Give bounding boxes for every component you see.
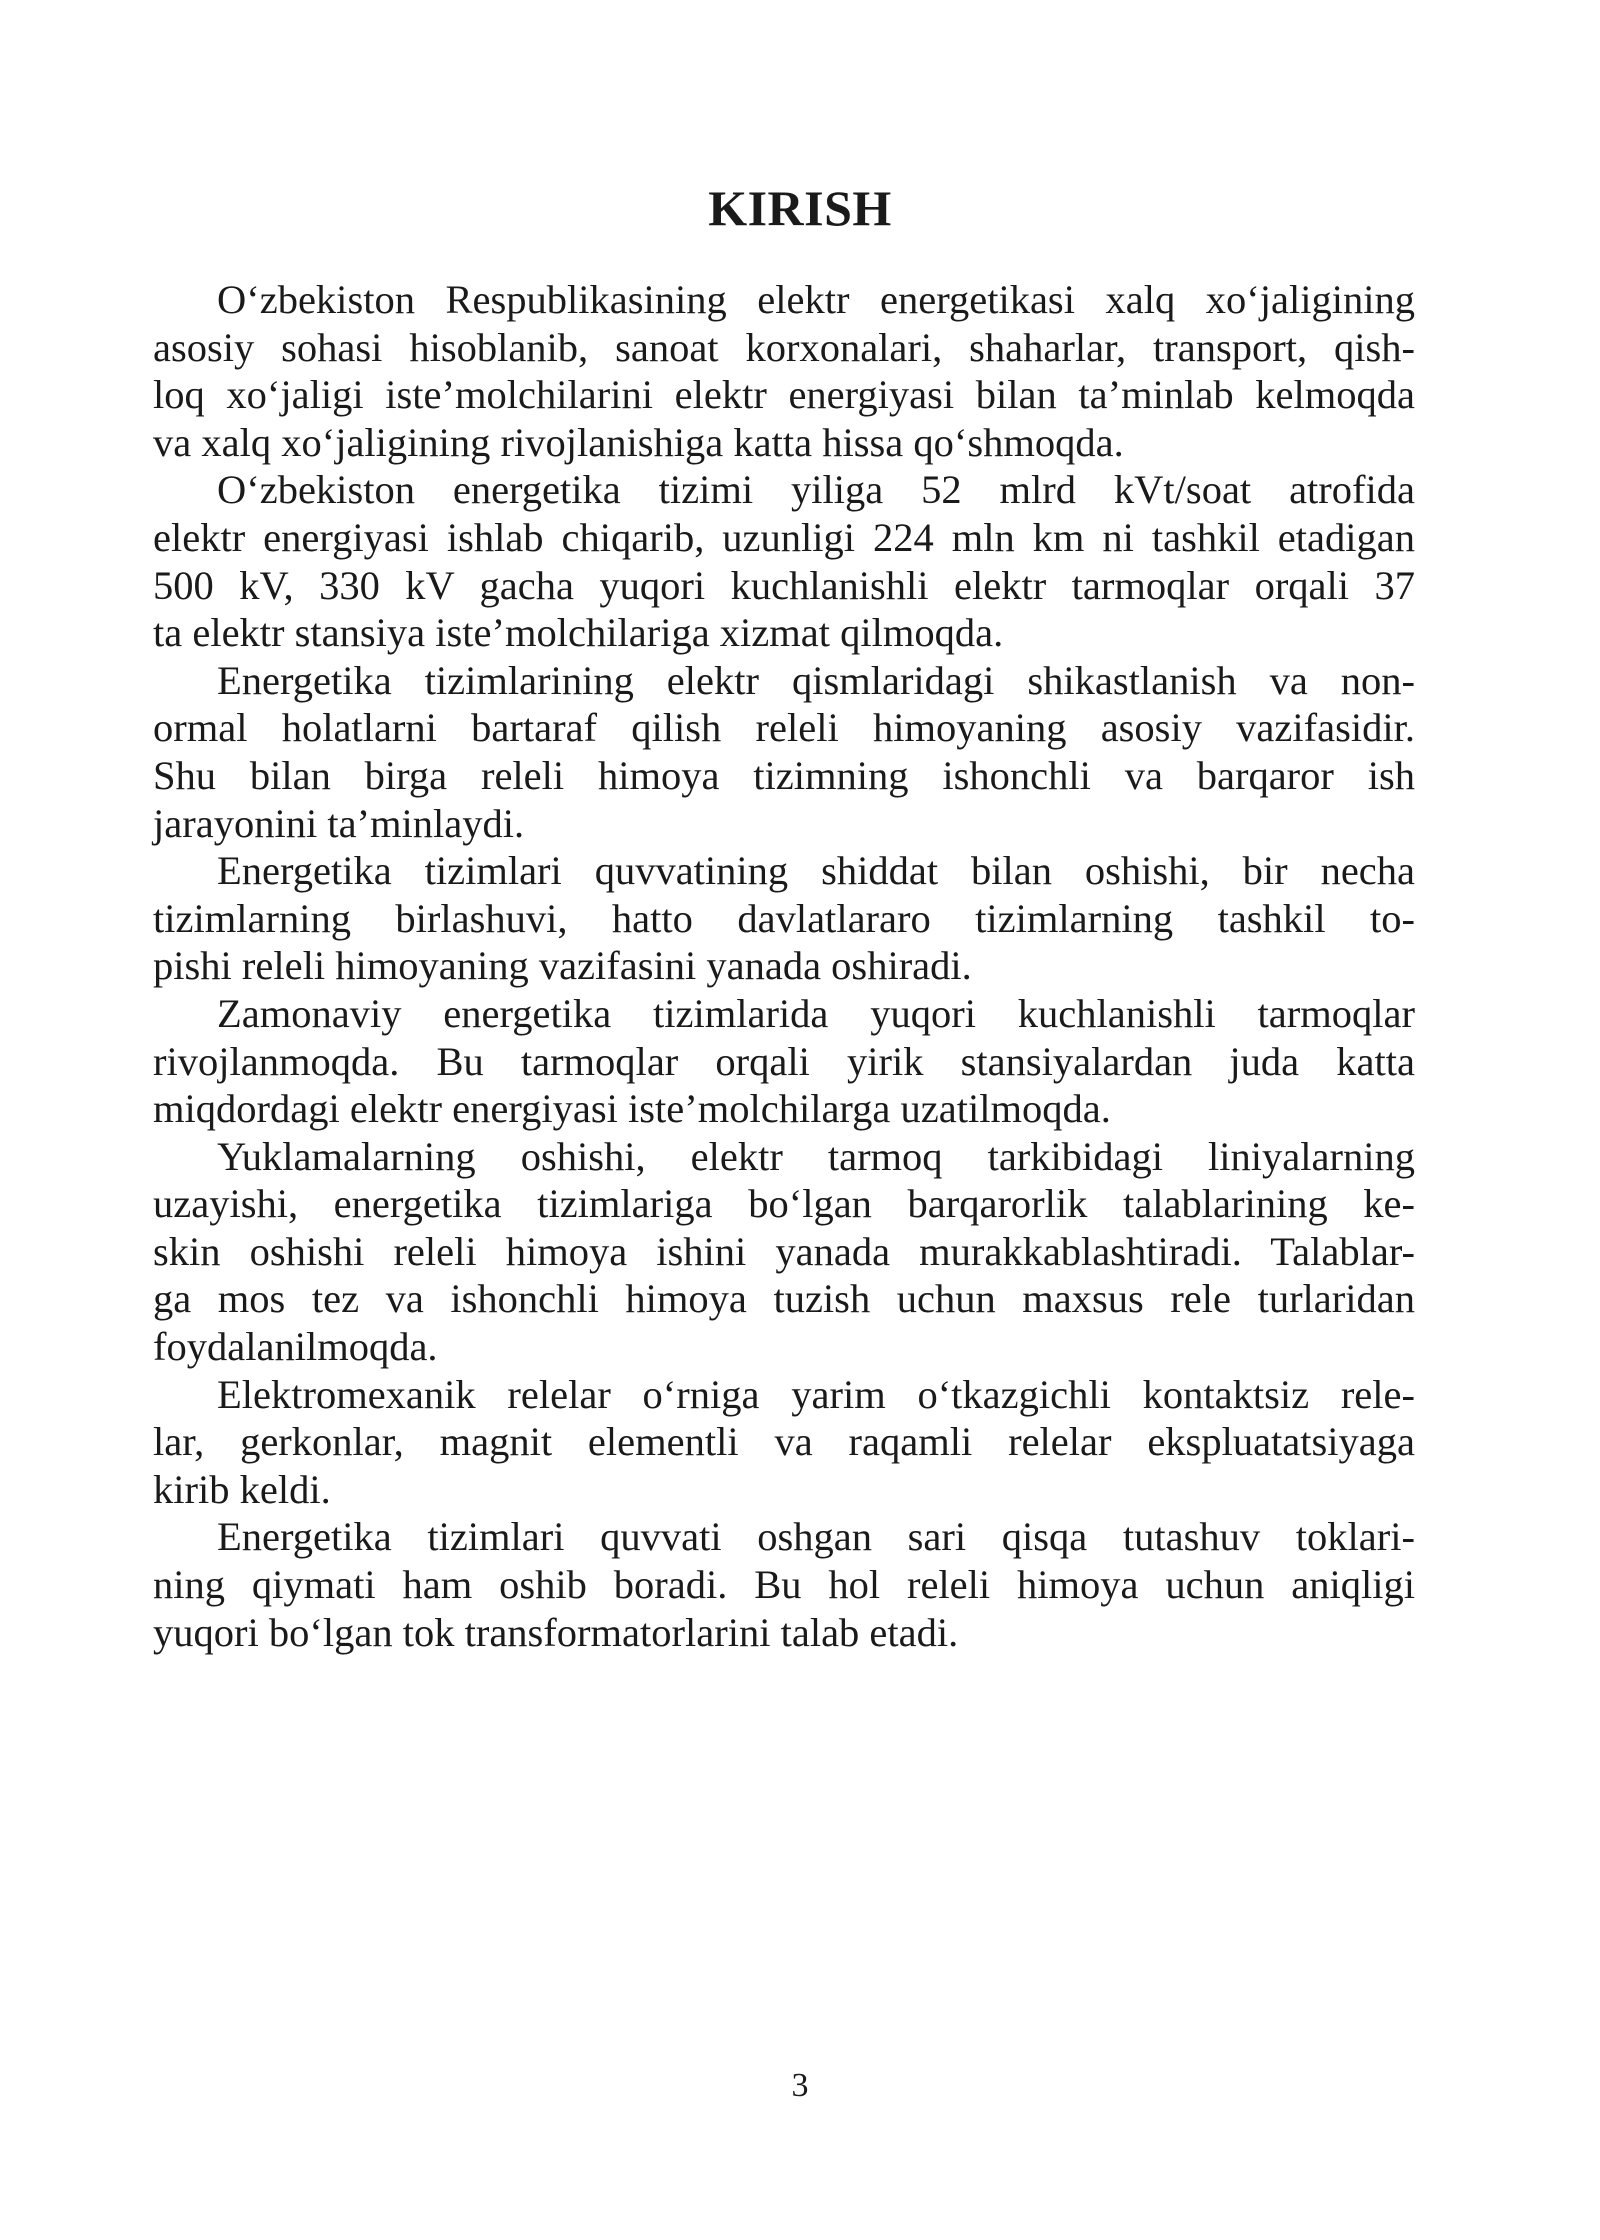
text-line: ta elektr stansiya iste’molchilariga xizmat qilmoqda. <box>153 610 1004 656</box>
text-line: Energetika tizimlari quvvati oshgan sari qisqa tutashuv toklari- <box>217 1514 1415 1560</box>
text-line: tizimlarning birlashuvi, hatto davlatlararo tizimlarning tashkil to- <box>153 895 1415 941</box>
text-line: va xalq xo‘jaligining rivojlanishiga katta hissa qo‘shmoqda. <box>153 419 1124 465</box>
text-line: jarayonini ta’minlaydi. <box>153 800 525 846</box>
text-line: miqdordagi elektr energiyasi iste’molchilarga uzatilmoqda. <box>153 1086 1111 1132</box>
page-title: KIRISH <box>708 180 892 236</box>
text-line: yuqori bo‘lgan tok transformatorlarini talab etadi. <box>153 1609 959 1655</box>
paragraph <box>153 466 1415 656</box>
text-line: Zamonaviy energetika tizimlarida yuqori kuchlanishli tarmoqlar <box>217 990 1415 1036</box>
text-line: O‘zbekiston Respublikasining elektr energetikasi xalq xo‘jaligining <box>217 277 1415 322</box>
paragraph <box>153 1513 1415 1656</box>
text-line: ning qiymati ham oshib boradi. Bu hol releli himoya uchun aniqligi <box>153 1562 1415 1608</box>
text-line: O‘zbekiston energetika tizimi yiliga 52 mlrd kVt/soat atrofida <box>217 467 1415 513</box>
paragraph <box>153 990 1415 1133</box>
text-line: uzayishi, energetika tizimlariga bo‘lgan barqarorlik talablarining ke- <box>153 1181 1415 1227</box>
text-line: lar, gerkonlar, magnit elementli va raqamli relelar ekspluatatsiyaga <box>153 1419 1415 1465</box>
text-line: elektr energiyasi ishlab chiqarib, uzunligi 224 mln km ni tashkil etadigan <box>153 514 1415 560</box>
paragraph <box>153 1371 1415 1514</box>
text-line: 500 kV, 330 kV gacha yuqori kuchlanishli elektr tarmoqlar orqali 37 <box>153 562 1415 608</box>
text-line: pishi releli himoyaning vazifasini yanada oshiradi. <box>153 943 972 989</box>
text-line: Yuklamalarning oshishi, elektr tarmoq tarkibidagi liniyalarning <box>217 1133 1415 1179</box>
text-line: Energetika tizimlarining elektr qismlaridagi shikastlanish va non- <box>217 657 1415 703</box>
text-line: Shu bilan birga releli himoya tizimning ishonchli va barqaror ish <box>153 752 1415 798</box>
body-text <box>153 276 1415 1656</box>
paragraph <box>153 847 1415 990</box>
text-line: asosiy sohasi hisoblanib, sanoat korxonalari, shaharlar, transport, qish- <box>153 324 1415 370</box>
text-line: ga mos tez va ishonchli himoya tuzish uchun maxsus rele turlaridan <box>153 1276 1415 1322</box>
text-line: Elektromexanik relelar o‘rniga yarim o‘tkazgichli kontaktsiz rele- <box>217 1371 1415 1417</box>
text-line: rivojlanmoqda. Bu tarmoqlar orqali yirik stansiyalardan juda katta <box>153 1038 1415 1084</box>
paragraph <box>153 1133 1415 1371</box>
text-line: ormal holatlarni bartaraf qilish releli himoyaning asosiy vazifasidir. <box>153 705 1415 751</box>
text-line: skin oshishi releli himoya ishini yanada murakkablashtiradi. Talablar- <box>153 1228 1415 1274</box>
text-line: Energetika tizimlari quvvatining shiddat bilan oshishi, bir necha <box>217 848 1415 894</box>
text-line: foydalanilmoqda. <box>153 1324 438 1370</box>
text-line: kirib keldi. <box>153 1466 331 1512</box>
paragraph <box>153 657 1415 847</box>
paragraph <box>153 276 1415 466</box>
page-number: 3 <box>791 2067 809 2104</box>
text-line: loq xo‘jaligi iste’molchilarini elektr energiyasi bilan ta’minlab kelmoqda <box>153 372 1415 418</box>
